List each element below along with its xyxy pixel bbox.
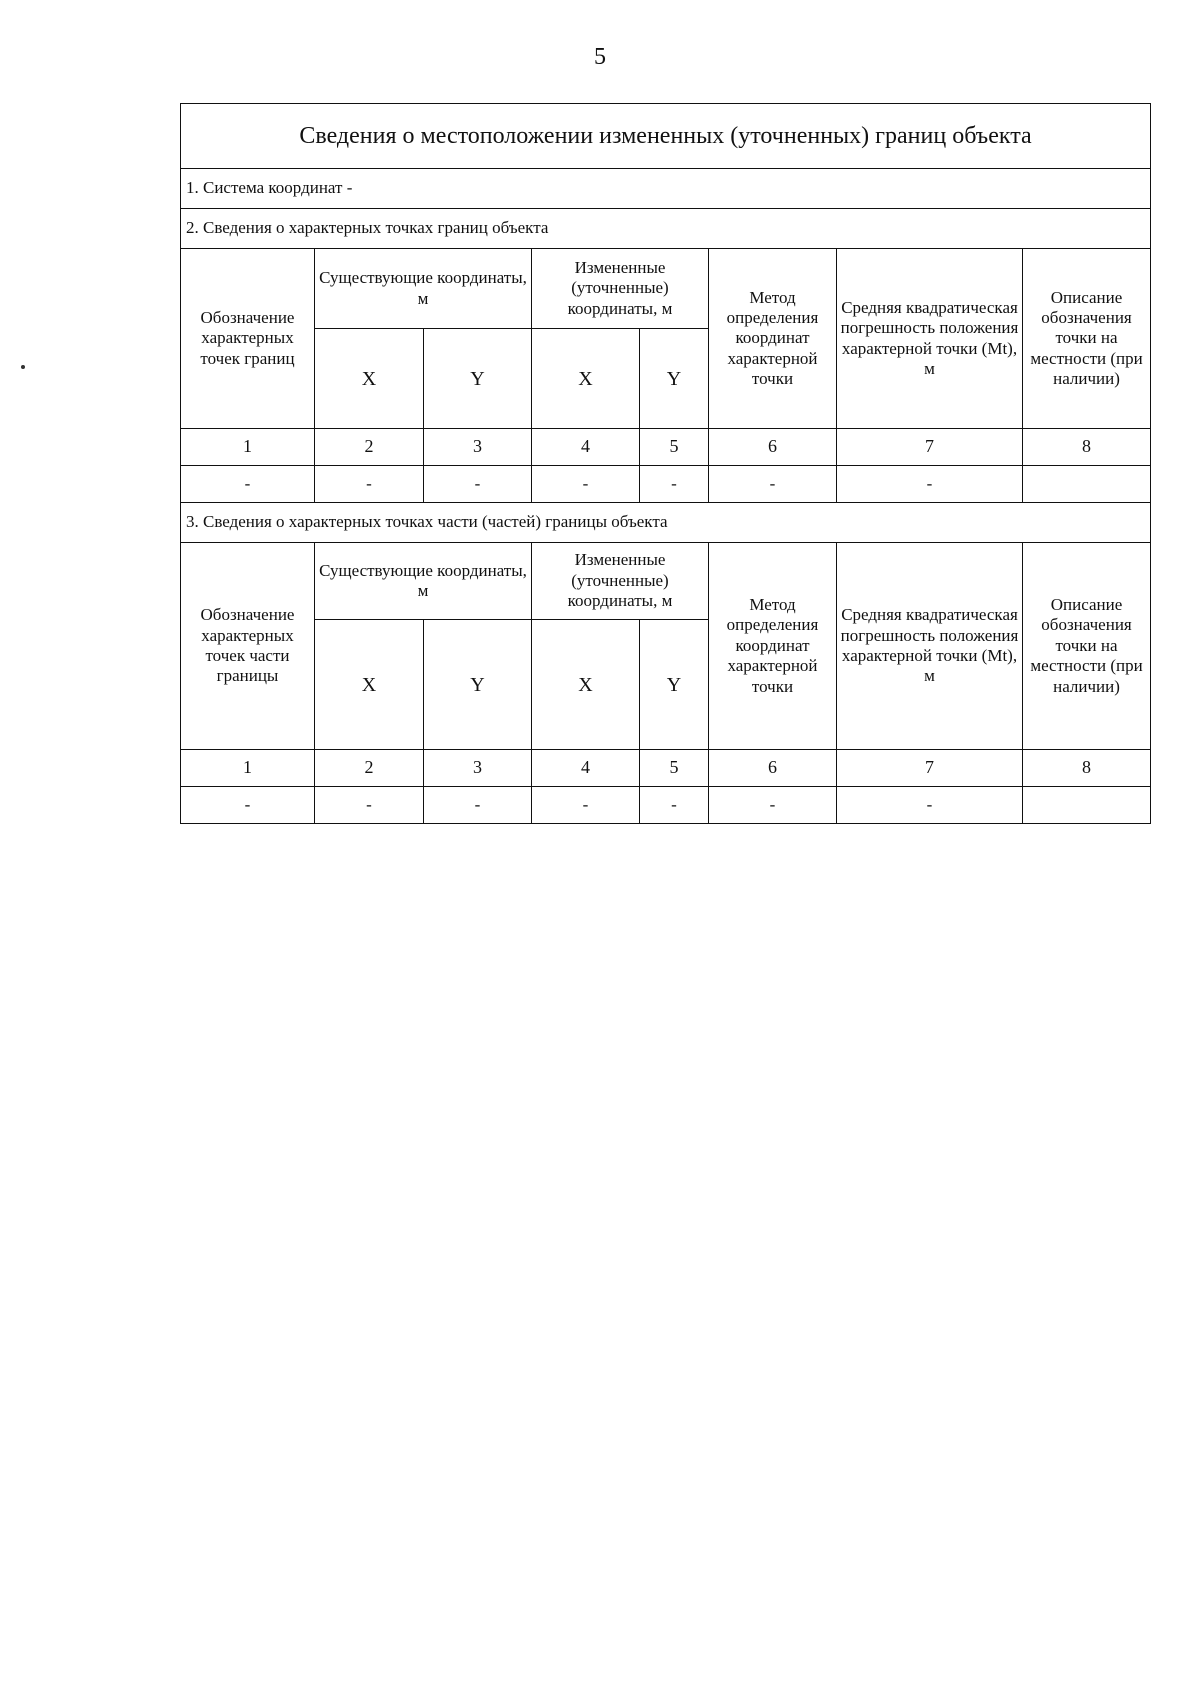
table-cell: -	[837, 466, 1023, 503]
column-number: 8	[1023, 750, 1151, 787]
table-cell	[1023, 787, 1151, 824]
column-number: 1	[181, 429, 315, 466]
column-number: 5	[640, 429, 709, 466]
header-error: Средняя квадратическая погрешность положения характерной точки (Mt), м	[837, 249, 1023, 429]
header-method: Метод определения координат характерной точки	[709, 249, 837, 429]
column-number: 8	[1023, 429, 1151, 466]
header-description: Описание обозначения точки на местности (при наличии)	[1023, 543, 1151, 750]
column-number: 4	[532, 750, 640, 787]
table-cell: -	[424, 787, 532, 824]
column-number: 1	[181, 750, 315, 787]
table-cell: -	[315, 787, 424, 824]
header-changed-coords: Измененные (уточненные) координаты, м	[532, 249, 709, 329]
header-description: Описание обозначения точки на местности (при наличии)	[1023, 249, 1151, 429]
column-number: 2	[315, 750, 424, 787]
column-number: 5	[640, 750, 709, 787]
header-existing-y: Y	[424, 329, 532, 429]
header-existing-coords: Существующие координаты, м	[315, 543, 532, 620]
header-changed-x: X	[532, 620, 640, 750]
table-cell: -	[315, 466, 424, 503]
table-cell: -	[181, 787, 315, 824]
column-number: 4	[532, 429, 640, 466]
column-number: 6	[709, 750, 837, 787]
column-number: 3	[424, 750, 532, 787]
header-method: Метод определения координат характерной точки	[709, 543, 837, 750]
column-number: 7	[837, 750, 1023, 787]
table-cell: -	[532, 466, 640, 503]
section-3-title: 3. Сведения о характерных точках части (частей) границы объекта	[181, 503, 1151, 543]
header-designation: Обозначение характерных точек части границы	[181, 543, 315, 750]
page-number: 5	[594, 44, 606, 70]
coordinate-system-label: 1. Система координат -	[181, 169, 1151, 209]
header-existing-x: X	[315, 620, 424, 750]
table-cell: -	[640, 466, 709, 503]
header-changed-x: X	[532, 329, 640, 429]
table-cell	[1023, 466, 1151, 503]
header-changed-coords: Измененные (уточненные) координаты, м	[532, 543, 709, 620]
header-existing-y: Y	[424, 620, 532, 750]
table-row	[181, 466, 1151, 503]
boundary-info-table	[180, 103, 1151, 824]
column-number: 2	[315, 429, 424, 466]
column-number: 7	[837, 429, 1023, 466]
table-row	[181, 787, 1151, 824]
scan-dot	[21, 365, 25, 369]
table-cell: -	[532, 787, 640, 824]
header-existing-x: X	[315, 329, 424, 429]
header-existing-coords: Существующие координаты, м	[315, 249, 532, 329]
header-error: Средняя квадратическая погрешность положения характерной точки (Mt), м	[837, 543, 1023, 750]
table-cell: -	[837, 787, 1023, 824]
table-cell: -	[709, 787, 837, 824]
column-numbers-row	[181, 750, 1151, 787]
table-cell: -	[640, 787, 709, 824]
section-2-title: 2. Сведения о характерных точках границ объекта	[181, 209, 1151, 249]
table-cell: -	[424, 466, 532, 503]
header-designation: Обозначение характерных точек границ	[181, 249, 315, 429]
table-title: Сведения о местоположении измененных (уточненных) границ объекта	[181, 104, 1151, 169]
column-number: 6	[709, 429, 837, 466]
table-cell: -	[709, 466, 837, 503]
header-changed-y: Y	[640, 329, 709, 429]
header-changed-y: Y	[640, 620, 709, 750]
table-cell: -	[181, 466, 315, 503]
column-numbers-row	[181, 429, 1151, 466]
column-number: 3	[424, 429, 532, 466]
